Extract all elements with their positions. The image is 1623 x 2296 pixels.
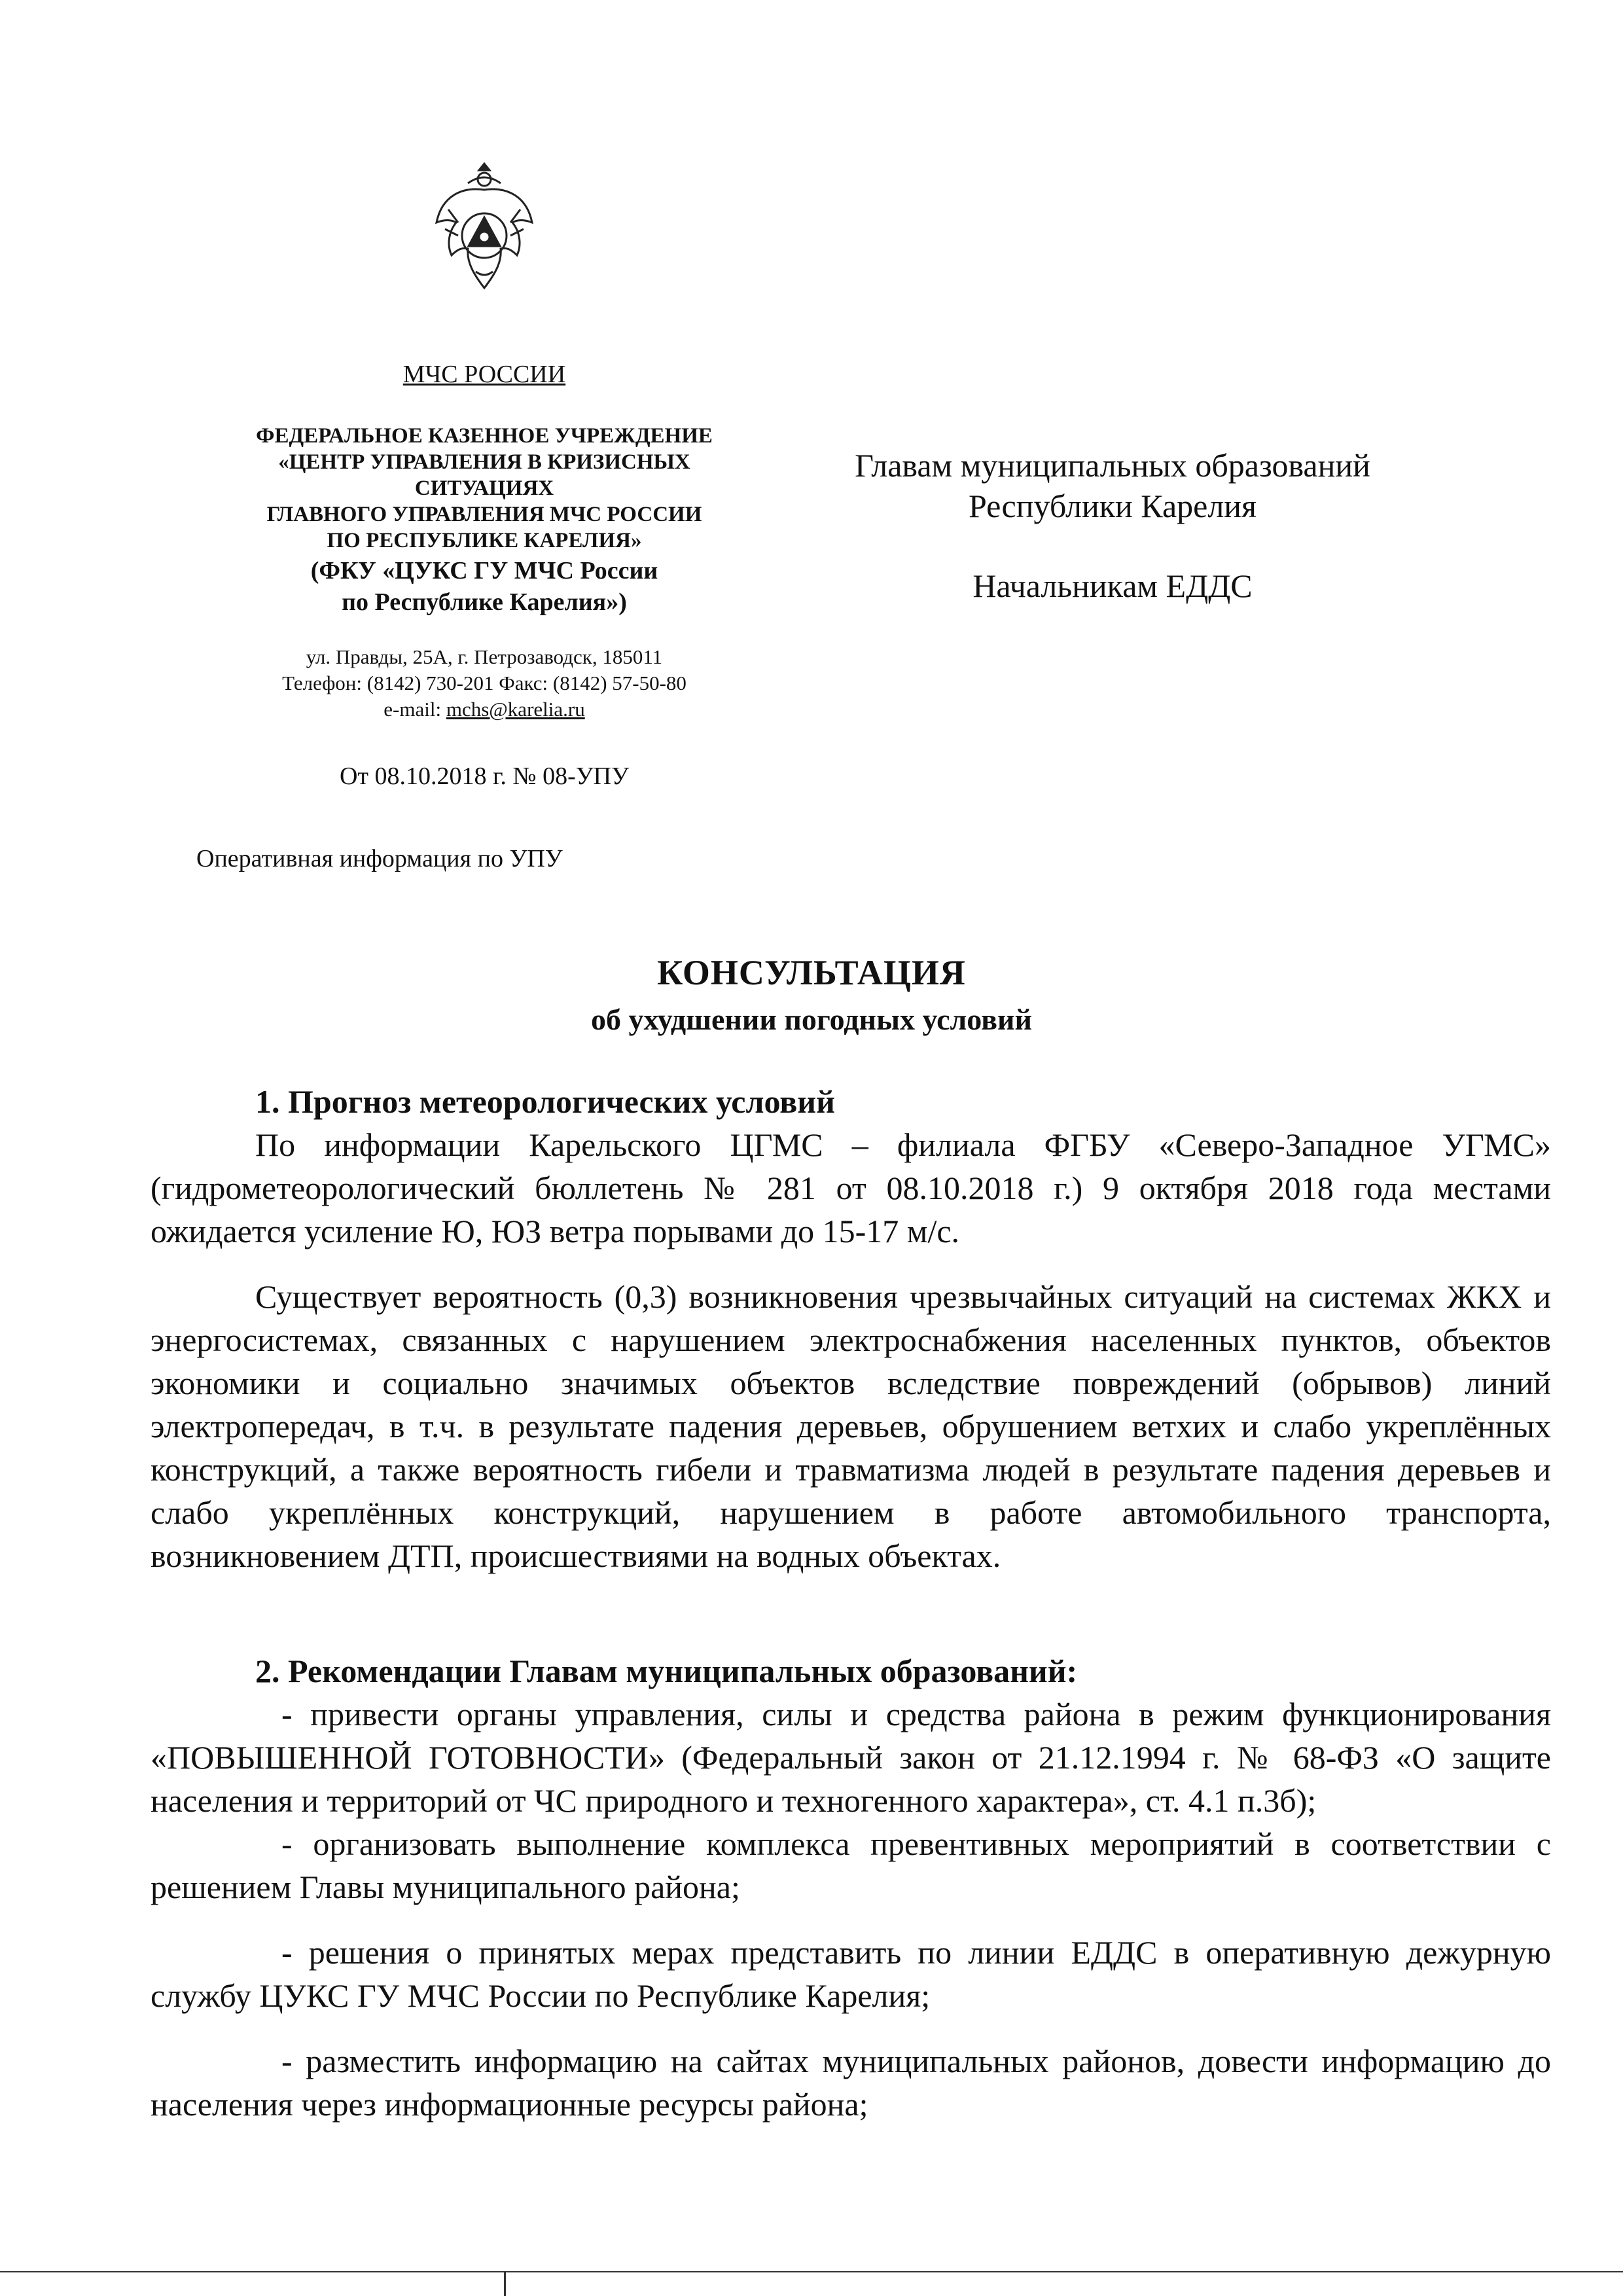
recommendation-item: - организовать выполнение комплекса превентивных мероприятий в соответствии с решением Главы муниципального района; — [151, 1825, 1551, 1905]
org-line: СИТУАЦИЯХ — [414, 476, 554, 500]
section-heading: 2. Рекомендации Главам муниципальных образований: — [255, 1653, 1078, 1689]
recipients-block — [805, 445, 1420, 606]
document-title — [0, 952, 1623, 1037]
contact-block — [183, 644, 785, 723]
email-label: e-mail: — [383, 698, 446, 721]
email-line — [183, 696, 785, 723]
abbr-line: (ФКУ «ЦУКС ГУ МЧС России — [310, 557, 658, 584]
document-number: От 08.10.2018 г. № 08-УПУ — [339, 762, 629, 790]
paragraph: Существует вероятность (0,3) возникновения чрезвычайных ситуаций на системах ЖКХ и энергосистемах, связанных с нарушением электроснабжения населенных пунктов, объектов экономики и социально значимых объектов вследствие повреждений (обрывов) линий электропередач, в т.ч. в результате падения деревьев, обрушением ветхих и слабо укреплённых конструкций, а также вероятность гибели и травматизма людей в результате падения деревьев и слабо укреплённых конструкций, нарушением в работе автомобильного транспорта, возникновением ДТП, происшествиями на водных объектах. — [151, 1278, 1551, 1574]
paragraph: По информации Карельского ЦГМС – филиала ФГБУ «Северо-Западное УГМС» (гидрометеорологический бюллетень № 281 от 08.10.2018 г.) 9 октября 2018 года местами ожидается усиление Ю, ЮЗ ветра порывами до 15-17 м/с. — [151, 1126, 1551, 1249]
title-sub: об ухудшении погодных условий — [590, 1003, 1032, 1036]
recipient-line: Республики Карелия — [968, 488, 1257, 524]
abbr-line: по Республике Карелия») — [342, 588, 627, 616]
sender-block — [183, 157, 785, 791]
section-heading: 1. Прогноз метеорологических условий — [255, 1083, 835, 1120]
scan-edge-line — [0, 2271, 1623, 2272]
phone-fax: Телефон: (8142) 730-201 Факс: (8142) 57-50-80 — [282, 672, 687, 694]
recommendation-item: - привести органы управления, силы и средства района в режим функционирования «ПОВЫШЕННОЙ ГОТОВНОСТИ» (Федеральный закон от 21.12.1994 г. № 68-ФЗ «О защите населения и территорий от ЧС природного и техногенного характера», ст. 4.1 п.3б); — [151, 1696, 1551, 1819]
recommendation-item: - решения о принятых мерах представить по линии ЕДДС в оперативную дежурную службу ЦУКС ГУ МЧС России по Республике Карелия; — [151, 1934, 1551, 2014]
emergency-ministry-emblem-icon — [422, 157, 546, 295]
scan-edge-tick — [504, 2271, 506, 2296]
postal-address: ул. Правды, 25А, г. Петрозаводск, 185011 — [306, 645, 663, 668]
email-link[interactable]: mchs@karelia.ru — [446, 698, 585, 721]
org-line: ГЛАВНОГО УПРАВЛЕНИЯ МЧС РОССИИ — [266, 503, 702, 526]
ministry-name: МЧС РОССИИ — [402, 361, 566, 388]
organization-abbreviation — [183, 555, 785, 618]
document-body — [151, 1080, 1551, 2126]
org-line: ФЕДЕРАЛЬНОЕ КАЗЕННОЕ УЧРЕЖДЕНИЕ — [256, 424, 713, 448]
recipient-line: Начальникам ЕДДС — [972, 567, 1253, 604]
recommendation-item: - разместить информацию на сайтах муниципальных районов, довести информацию до населения через информационные ресурсы района; — [151, 2043, 1551, 2123]
document-subject: Оперативная информация по УПУ — [196, 845, 563, 872]
title-main: КОНСУЛЬТАЦИЯ — [657, 953, 966, 992]
org-line: ПО РЕСПУБЛИКЕ КАРЕЛИЯ» — [327, 529, 642, 552]
recipient-line: Главам муниципальных образований — [855, 447, 1370, 484]
organization-name — [183, 423, 785, 554]
org-line: «ЦЕНТР УПРАВЛЕНИЯ В КРИЗИСНЫХ — [278, 450, 690, 474]
